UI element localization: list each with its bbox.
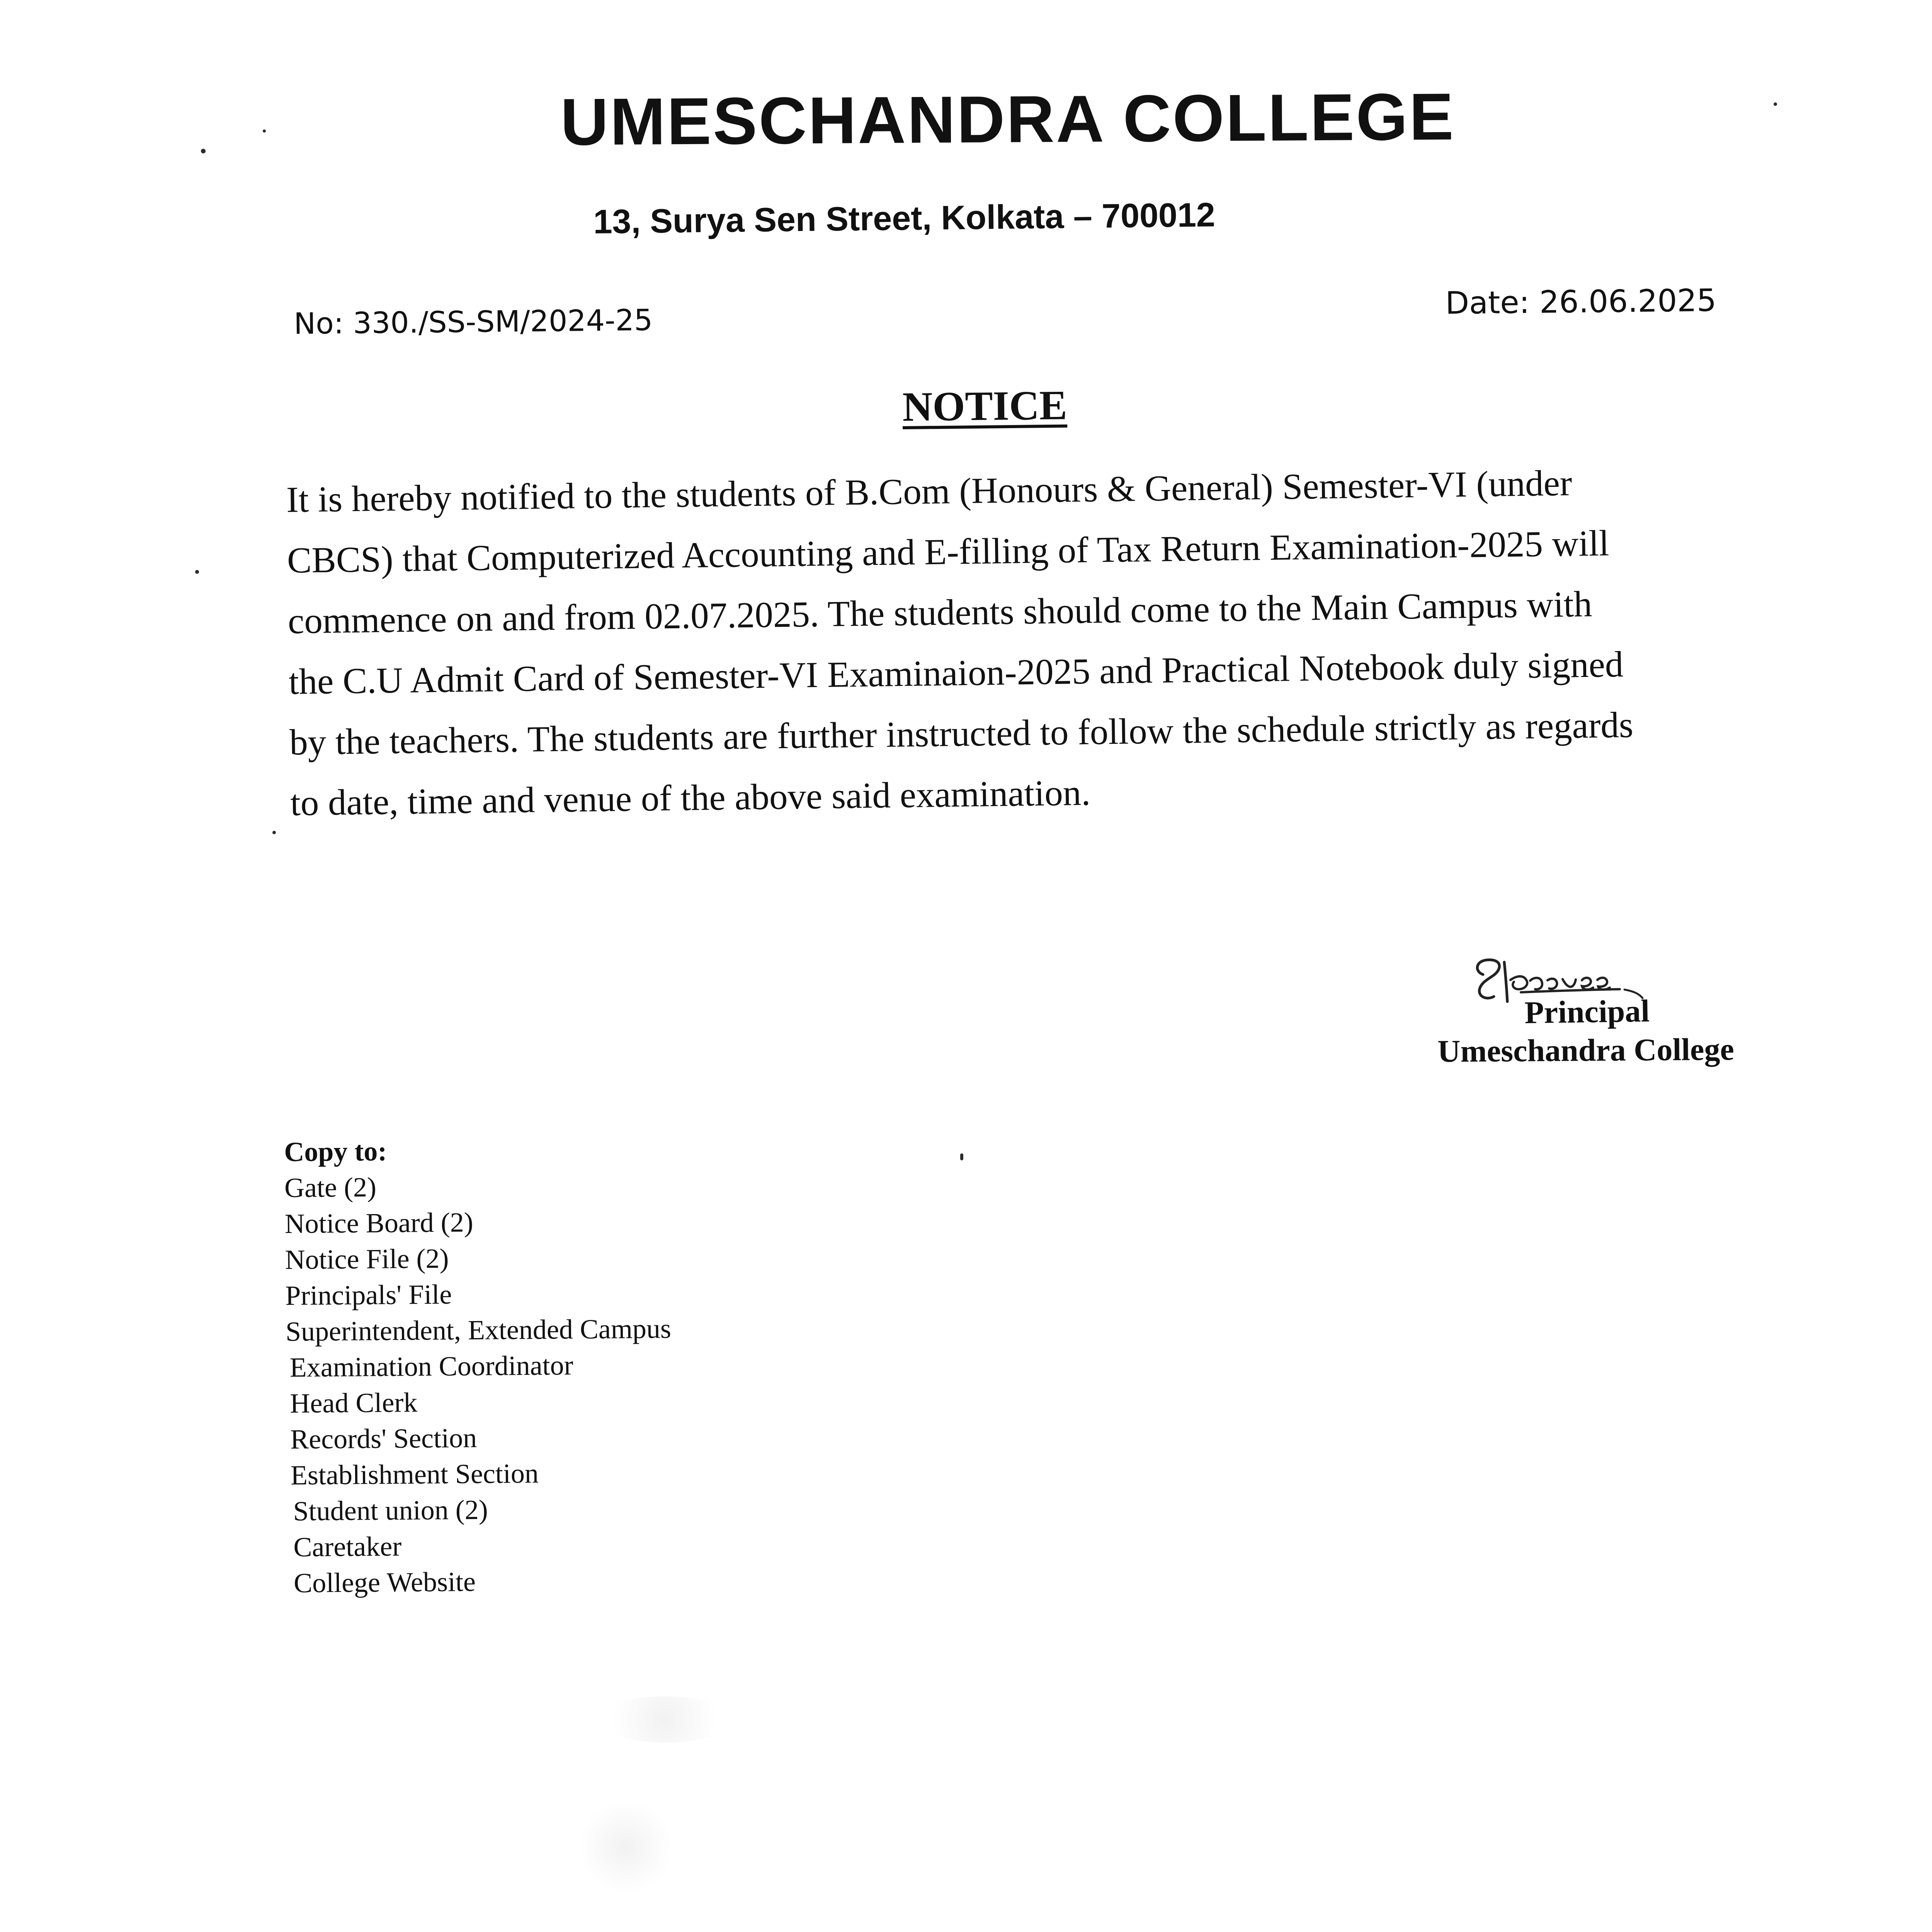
copy-to-section bbox=[284, 1128, 1022, 1601]
copy-to-item: Establishment Section bbox=[290, 1458, 539, 1491]
scan-speck bbox=[263, 129, 266, 133]
notice-date: Date: 26.06.2025 bbox=[1445, 282, 1717, 321]
copy-to-item: Student union (2) bbox=[293, 1494, 488, 1527]
notice-body-line: It is hereby notified to the students of B.Com (Honours & General) Semester-VI (under bbox=[286, 462, 1573, 520]
copy-to-item: Records' Section bbox=[290, 1422, 477, 1455]
scan-speck bbox=[1774, 102, 1777, 106]
reference-number: No: 330./SS-SM/2024-25 bbox=[293, 303, 653, 341]
scan-speck bbox=[201, 149, 206, 153]
copy-to-item: College Website bbox=[293, 1566, 476, 1599]
copy-to-list bbox=[284, 1164, 1022, 1601]
copy-to-item: Notice Board (2) bbox=[284, 1207, 473, 1239]
copy-to-item: Principals' File bbox=[285, 1279, 452, 1311]
notice-body bbox=[286, 450, 1782, 833]
scan-noise bbox=[595, 1696, 734, 1743]
scan-noise bbox=[580, 1801, 672, 1893]
notice-body-line: by the teachers. The students are further instructed to follow the schedule strictly as regards bbox=[289, 704, 1634, 763]
copy-to-heading: Copy to: bbox=[284, 1135, 387, 1167]
principal-designation: Principal bbox=[1524, 993, 1650, 1030]
college-name: UMESCHANDRA COLLEGE bbox=[560, 79, 1456, 159]
scan-speck bbox=[272, 831, 276, 834]
scan-speck bbox=[960, 1153, 963, 1160]
signature-institution: Umeschandra College bbox=[1437, 1031, 1735, 1069]
notice-body-line: CBCS) that Computerized Accounting and E-filling of Tax Return Examination-2025 will bbox=[287, 522, 1610, 581]
copy-to-item: Superintendent, Extended Campus bbox=[285, 1313, 672, 1347]
notice-title: NOTICE bbox=[902, 382, 1068, 430]
copy-to-item: Caretaker bbox=[293, 1531, 402, 1563]
notice-body-line: the C.U Admit Card of Semester-VI Examinaion-2025 and Practical Notebook duly signed bbox=[288, 643, 1624, 702]
notice-body-line: to date, time and venue of the above said examination. bbox=[290, 772, 1091, 823]
copy-to-item: Examination Coordinator bbox=[289, 1350, 573, 1383]
scan-speck bbox=[195, 570, 199, 574]
copy-to-item: Gate (2) bbox=[284, 1172, 377, 1203]
college-address: 13, Surya Sen Street, Kolkata – 700012 bbox=[593, 195, 1216, 241]
copy-to-item: Notice File (2) bbox=[285, 1243, 449, 1275]
notice-body-line: commence on and from 02.07.2025. The students should come to the Main Campus with bbox=[287, 583, 1593, 641]
copy-to-item: Head Clerk bbox=[290, 1387, 418, 1419]
